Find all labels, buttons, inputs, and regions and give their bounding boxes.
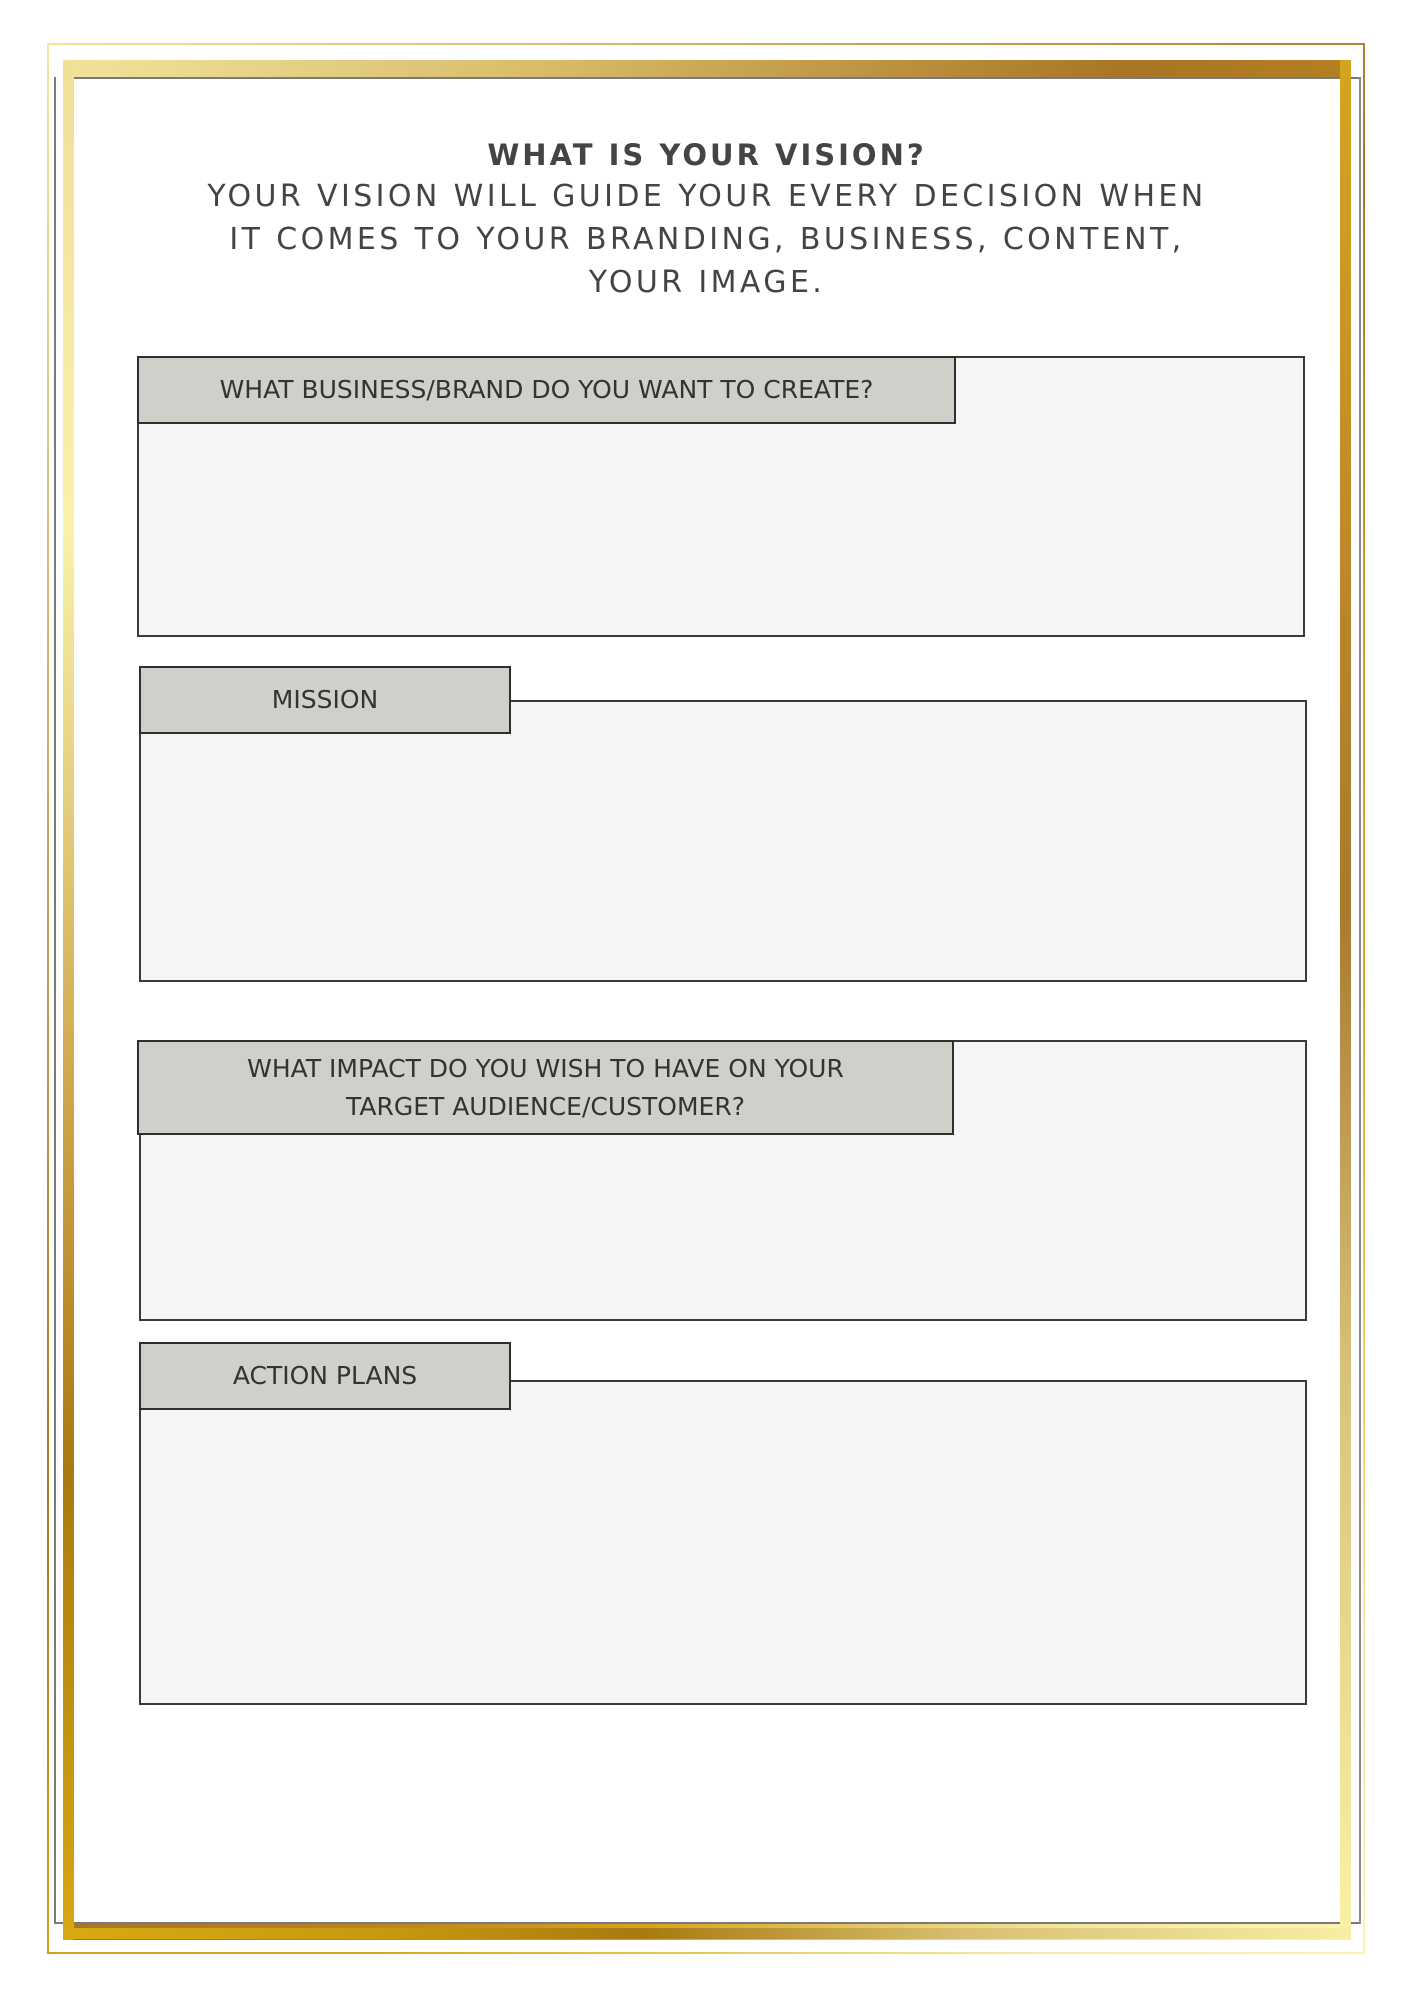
subtitle-line-1: YOUR VISION WILL GUIDE YOUR EVERY DECISION WHEN	[207, 179, 1207, 214]
gray-frame-left	[54, 77, 56, 1924]
impact-label	[137, 1040, 954, 1135]
subtitle-line-2: IT COMES TO YOUR BRANDING, BUSINESS, CONTENT,	[229, 222, 1185, 257]
subtitle-line-3: YOUR IMAGE.	[588, 265, 826, 300]
action-plans-label-text: ACTION PLANS	[232, 1361, 418, 1390]
mission-label	[139, 666, 511, 734]
gray-frame-right	[1359, 77, 1361, 1924]
action-plans-label	[139, 1342, 511, 1410]
worksheet-header	[120, 135, 1294, 304]
business-brand-label	[137, 356, 956, 424]
thick-gold-frame-bottom	[63, 1928, 1351, 1939]
gray-frame-bottom	[74, 1922, 1340, 1924]
thick-gold-frame-right	[1340, 60, 1351, 1940]
impact-label-line-2: TARGET AUDIENCE/CUSTOMER?	[346, 1091, 745, 1121]
gray-frame-top	[74, 77, 1340, 79]
business-brand-label-text: WHAT BUSINESS/BRAND DO YOU WANT TO CREATE?	[219, 375, 874, 404]
thick-gold-frame-left	[63, 60, 74, 1940]
action-plans-field[interactable]	[139, 1380, 1307, 1705]
mission-label-text: MISSION	[271, 685, 379, 714]
mission-field[interactable]	[139, 700, 1307, 982]
page-title: WHAT IS YOUR VISION?	[487, 138, 927, 172]
impact-label-line-1: WHAT IMPACT DO YOU WISH TO HAVE ON YOUR	[247, 1053, 844, 1083]
